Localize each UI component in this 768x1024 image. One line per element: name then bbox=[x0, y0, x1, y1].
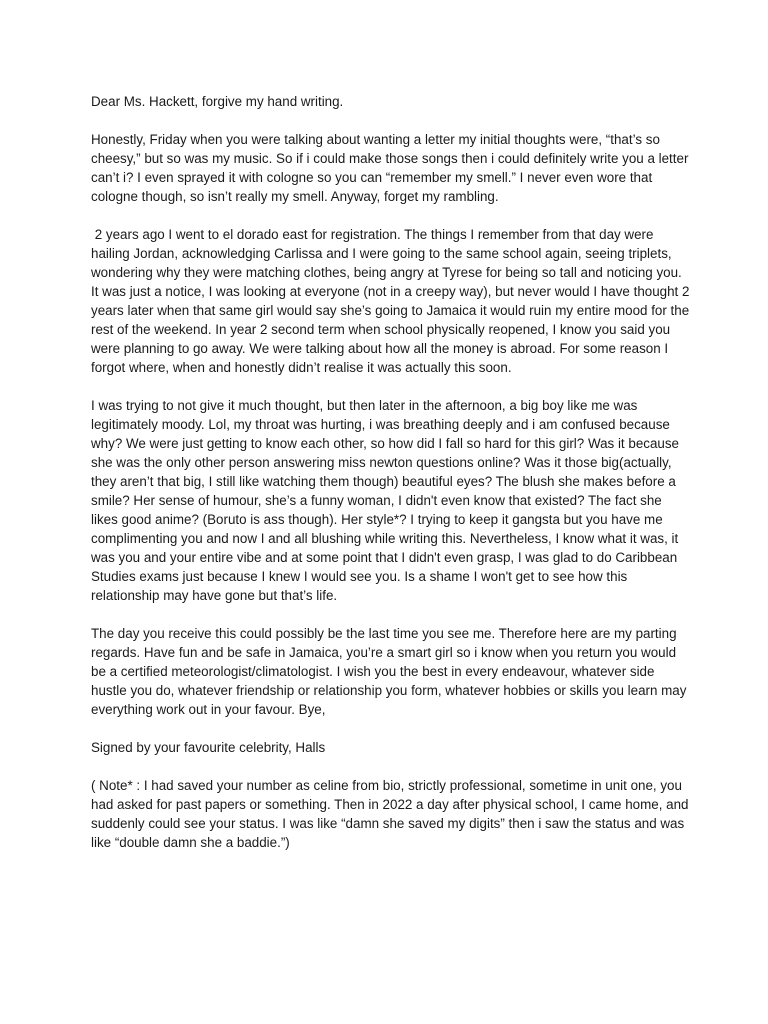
salutation: Dear Ms. Hackett, forgive my hand writing. bbox=[91, 94, 344, 109]
signature-line: Signed by your favourite celebrity, Halls bbox=[91, 740, 326, 755]
note-paragraph: ( Note* : I had saved your number as celine from bio, strictly professional, sometime in unit one, you had asked for past papers or something. Then in 2022 a day after physical school, I came home, and suddenly could see your status. I was like “damn she saved my digits” then i saw the status and was like “double damn she a baddie.”) bbox=[91, 778, 693, 850]
paragraph-registration: 2 years ago I went to el dorado east for registration. The things I remember from that day were hailing Jordan, acknowledging Carlissa and I were going to the same school again, seeing triplets, wondering why they were matching clothes, being angry at Tyrese for being so tall and noticing you. It was just a notice, I was looking at everyone (not in a creepy way), but never would I have thought 2 years later when that same girl would say she’s going to Jamaica it would ruin my entire mood for the rest of the weekend. In year 2 second term when school physically reopened, I know you said you were planning to go away. We were talking about how all the money is abroad. For some reason I forgot where, when and honestly didn’t realise it was actually this soon. bbox=[91, 227, 694, 375]
letter-body bbox=[91, 92, 694, 871]
paragraph-farewell: The day you receive this could possibly be the last time you see me. Therefore here are my parting regards. Have fun and be safe in Jamaica, you’re a smart girl so i know when you return you would be a certified meteorologist/climatologist. I wish you the best in every endeavour, whatever side hustle you do, whatever friendship or relationship you form, whatever hobbies or skills you learn may everything work out in your favour. Bye, bbox=[91, 626, 691, 717]
paragraph-intro: Honestly, Friday when you were talking about wanting a letter my initial thoughts were, “that’s so cheesy,” but so was my music. So if i could make those songs then i could definitely write you a letter can’t i? I even sprayed it with cologne so you can “remember my smell.” I never even wore that cologne though, so isn’t really my smell. Anyway, forget my rambling. bbox=[91, 132, 693, 204]
paragraph-feelings: I was trying to not give it much thought, but then later in the afternoon, a big boy like me was legitimately moody. Lol, my throat was hurting, i was breathing deeply and i am confused because why? We were just getting to know each other, so how did I fall so hard for this girl? Was it because she was the only other person answering miss newton questions online? Was it those big(actually, they aren’t that big, I still like watching them though) beautiful eyes? The blush she makes before a smile? Her sense of humour, she’s a funny woman, I didn't even know that existed? The fact she likes good anime? (Boruto is ass though). Her style*? I trying to keep it gangsta but you have me complimenting you and now I and all blushing while writing this. Nevertheless, I know what it was, it was you and your entire vibe and at some point that I didn't even grasp, I was glad to do Caribbean Studies exams just because I knew I would see you. Is a shame I won't get to see how this relationship may have gone but that’s life. bbox=[91, 398, 683, 603]
